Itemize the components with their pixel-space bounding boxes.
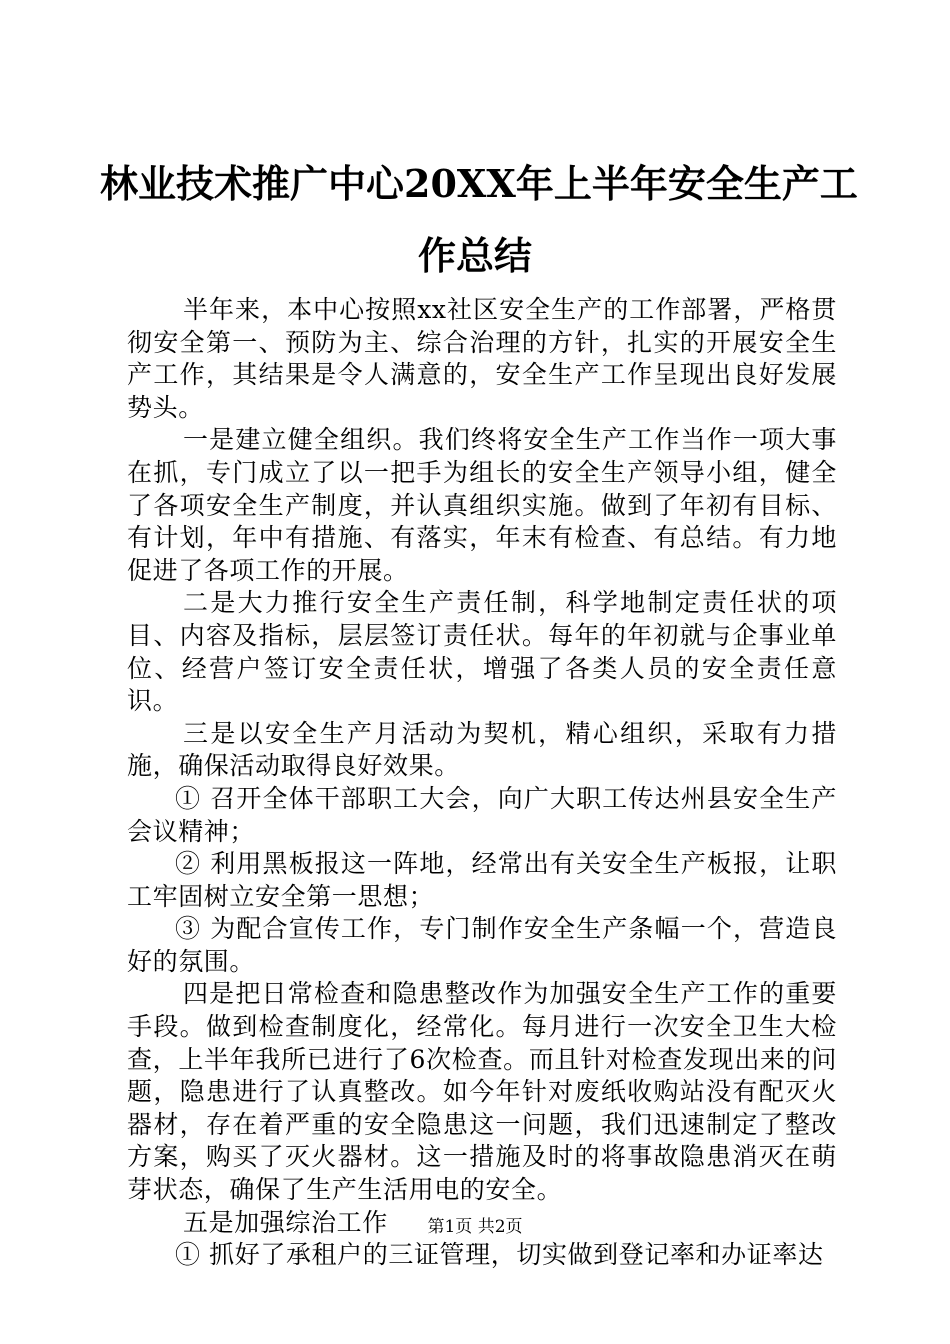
paragraph-point-1: 一是建立健全组织。我们终将安全生产工作当作一项大事在抓，专门成立了以一把手为组长的安全生产领导小组，健全了各项安全生产制度，并认真组织实施。做到了年初有目标、有计划，年中有措施、有落实，年末有检查、有总结。有力地促进了各项工作的开展。: [127, 425, 837, 585]
document-title: [100, 148, 858, 292]
page-number-footer: 第1页 共2页: [427, 1217, 523, 1237]
list-item-5-1: ① 抓好了承租户的三证管理，切实做到登记率和办证率达: [175, 1240, 824, 1270]
document-body: [127, 294, 837, 1272]
paragraph-point-3: 三是以安全生产月活动为契机，精心组织，采取有力措施，确保活动取得良好效果。: [127, 718, 837, 781]
paragraph-point-2: 二是大力推行安全生产责任制，科学地制定责任状的项目、内容及指标，层层签订责任状。每年的年初就与企事业单位、经营户签订安全责任状，增强了各类人员的安全责任意识。: [127, 588, 837, 716]
title-line-2: 作总结: [417, 233, 532, 278]
title-line-1: 林业技术推广中心20XX年上半年安全生产工: [100, 161, 858, 206]
list-item-3-1: ① 召开全体干部职工大会，向广大职工传达州县安全生产会议精神；: [127, 783, 837, 846]
paragraph-point-5: 五是加强综治工作: [183, 1207, 388, 1237]
paragraph-intro: 半年来，本中心按照xx社区安全生产的工作部署，严格贯彻安全第一、预防为主、综合治理的方针，扎实的开展安全生产工作，其结果是令人满意的，安全生产工作呈现出良好发展势头。: [127, 295, 837, 422]
paragraph-point-4: 四是把日常检查和隐患整改作为加强安全生产工作的重要手段。做到检查制度化，经常化。每月进行一次安全卫生大检查，上半年我所已进行了6次检查。而且针对检查发现出来的问题，隐患进行了认真整改。如今年针对废纸收购站没有配灭火器材，存在着严重的安全隐患这一问题，我们迅速制定了整改方案，购买了灭火器材。这一措施及时的将事故隐患消灭在萌芽状态，确保了生产生活用电的安全。: [127, 979, 837, 1205]
list-item-3-3: ③ 为配合宣传工作，专门制作安全生产条幅一个，营造良好的氛围。: [127, 914, 837, 976]
list-item-3-2: ② 利用黑板报这一阵地，经常出有关安全生产板报，让职工牢固树立安全第一思想；: [127, 849, 837, 911]
